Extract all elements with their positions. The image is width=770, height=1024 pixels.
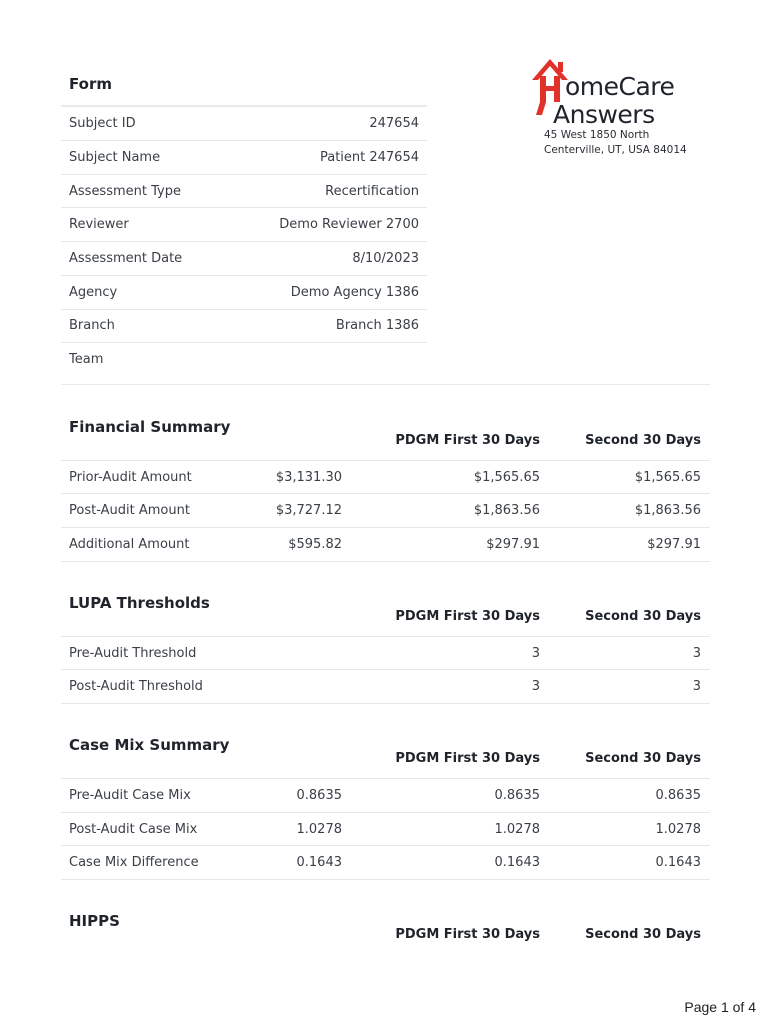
row-second-30: 0.8635 (655, 788, 701, 803)
form-row-agency (69, 285, 419, 318)
company-address-line2: Centerville, UT, USA 84014 (544, 144, 687, 156)
form-label: Reviewer (69, 217, 129, 232)
form-row-assessment-type (69, 184, 419, 217)
row-second-30: $1,565.65 (634, 470, 701, 485)
row-total: $3,131.30 (275, 470, 342, 485)
logo-wordmark-line1: omeCare (565, 72, 675, 101)
financial-row-post-audit (69, 503, 701, 536)
casemix-row-difference (69, 855, 701, 888)
column-header-first-30: PDGM First 30 Days (395, 751, 540, 766)
column-header-first-30: PDGM First 30 Days (395, 609, 540, 624)
form-row-branch (69, 318, 419, 351)
form-value: Demo Reviewer 2700 (279, 217, 419, 232)
column-header-first-30: PDGM First 30 Days (395, 927, 540, 942)
casemix-row-pre-audit (69, 788, 701, 821)
column-header-first-30: PDGM First 30 Days (395, 433, 540, 448)
form-label: Subject ID (69, 116, 136, 131)
row-second-30: 3 (692, 679, 701, 694)
row-label: Prior-Audit Amount (69, 470, 192, 485)
form-label: Assessment Type (69, 184, 181, 199)
row-label: Post-Audit Case Mix (69, 822, 198, 837)
lupa-row-post-audit (69, 679, 701, 712)
form-row-assessment-date (69, 251, 419, 284)
row-label: Post-Audit Threshold (69, 679, 203, 694)
divider (61, 207, 427, 208)
divider (61, 669, 710, 670)
row-second-30: $297.91 (647, 537, 701, 552)
divider (61, 561, 710, 562)
row-second-30: 0.1643 (655, 855, 701, 870)
form-value: Recertification (325, 184, 419, 199)
form-label: Agency (69, 285, 118, 300)
form-row-reviewer (69, 217, 419, 250)
case-mix-summary-title: Case Mix Summary (69, 736, 230, 754)
section-divider (61, 384, 710, 385)
divider (61, 845, 710, 846)
logo-wordmark-line2: Answers (553, 100, 655, 129)
row-label: Additional Amount (69, 537, 190, 552)
row-first-30: 0.1643 (494, 855, 540, 870)
lupa-thresholds-title: LUPA Thresholds (69, 594, 210, 612)
row-label: Pre-Audit Case Mix (69, 788, 191, 803)
form-row-team (69, 352, 419, 385)
form-value: Branch 1386 (335, 318, 419, 333)
row-total: 1.0278 (296, 822, 342, 837)
column-header-second-30: Second 30 Days (585, 751, 701, 766)
row-second-30: 1.0278 (655, 822, 701, 837)
row-label: Case Mix Difference (69, 855, 199, 870)
column-header-second-30: Second 30 Days (585, 433, 701, 448)
row-first-30: 1.0278 (494, 822, 540, 837)
row-total: 0.1643 (296, 855, 342, 870)
divider (61, 703, 710, 704)
divider (61, 636, 710, 637)
row-total: $595.82 (288, 537, 342, 552)
divider (61, 309, 427, 310)
form-label: Assessment Date (69, 251, 183, 266)
casemix-row-post-audit (69, 822, 701, 855)
form-value: Patient 247654 (319, 150, 419, 165)
row-second-30: 3 (692, 646, 701, 661)
company-address-line1: 45 West 1850 North (544, 129, 650, 141)
divider (61, 174, 427, 175)
form-row-subject-name (69, 150, 419, 183)
divider (61, 778, 710, 779)
form-value: 247654 (369, 116, 419, 131)
row-first-30: 0.8635 (494, 788, 540, 803)
row-first-30: $1,863.56 (473, 503, 540, 518)
form-label: Team (69, 352, 104, 367)
row-second-30: $1,863.56 (634, 503, 701, 518)
financial-row-additional (69, 537, 701, 570)
form-title: Form (69, 75, 112, 93)
row-first-30: $297.91 (486, 537, 540, 552)
divider (61, 105, 427, 107)
divider (61, 493, 710, 494)
page-number: Page 1 of 4 (684, 999, 756, 1015)
divider (61, 275, 427, 276)
row-label: Pre-Audit Threshold (69, 646, 197, 661)
divider (61, 342, 427, 343)
divider (61, 879, 710, 880)
divider (61, 140, 427, 141)
divider (61, 241, 427, 242)
form-label: Subject Name (69, 150, 161, 165)
divider (61, 527, 710, 528)
financial-row-prior-audit (69, 470, 701, 503)
hipps-title: HIPPS (69, 912, 120, 930)
form-row-subject-id (69, 116, 419, 149)
divider (61, 812, 710, 813)
row-label: Post-Audit Amount (69, 503, 190, 518)
column-header-second-30: Second 30 Days (585, 609, 701, 624)
form-value: 8/10/2023 (352, 251, 419, 266)
row-first-30: 3 (531, 646, 540, 661)
form-label: Branch (69, 318, 115, 333)
row-total: 0.8635 (296, 788, 342, 803)
row-total: $3,727.12 (275, 503, 342, 518)
row-first-30: $1,565.65 (473, 470, 540, 485)
form-value: Demo Agency 1386 (290, 285, 419, 300)
lupa-row-pre-audit (69, 646, 701, 679)
column-header-second-30: Second 30 Days (585, 927, 701, 942)
financial-summary-title: Financial Summary (69, 418, 231, 436)
divider (61, 460, 710, 461)
row-first-30: 3 (531, 679, 540, 694)
